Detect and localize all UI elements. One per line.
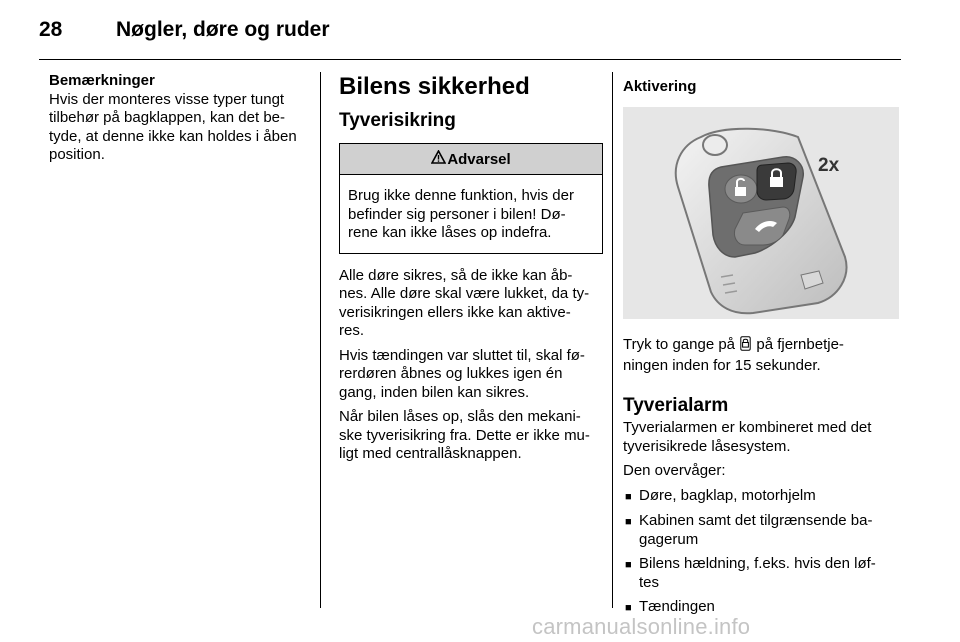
- alarm-heading: Tyverialarm: [623, 395, 729, 416]
- list-item-text: [639, 555, 876, 592]
- warning-header: [340, 144, 602, 175]
- header-rule: [39, 59, 901, 60]
- key-fob-drawing: [623, 107, 899, 319]
- list-item-line: Kabinen samt det tilgrænsende ba-: [639, 512, 873, 529]
- paragraph: [339, 347, 603, 403]
- paragraph-line: Alle døre sikres, så de ikke kan åb-: [339, 266, 573, 284]
- activation-heading: Aktivering: [623, 78, 697, 95]
- paragraph-line: rerdøren åbnes og lukkes igen én: [339, 365, 563, 382]
- warning-box: [339, 143, 603, 254]
- bullet-square-icon: ■: [625, 602, 632, 614]
- alarm-text: [623, 419, 905, 618]
- note-text: [49, 91, 311, 165]
- warning-triangle-icon: [431, 150, 446, 169]
- note-line: position.: [49, 146, 105, 163]
- paragraph-line: res.: [339, 322, 365, 339]
- activation-text-start: Tryk to gange på: [623, 336, 736, 353]
- list-item-line: tes: [639, 573, 660, 591]
- page-title: Nøgler, døre og ruder: [116, 18, 330, 41]
- list-item-line: gagerum: [639, 530, 699, 548]
- column-1: [49, 72, 311, 165]
- bullet-list: [623, 487, 905, 618]
- column-2: [339, 72, 603, 470]
- paragraph-line: Hvis tændingen var sluttet til, skal fø-: [339, 346, 585, 364]
- warning-line: Brug ikke denne funktion, hvis der: [348, 187, 574, 204]
- note-heading: Bemærkninger: [49, 72, 155, 89]
- activation-line-1: [623, 336, 905, 357]
- bullet-square-icon: ■: [625, 559, 632, 571]
- warning-line: befinder sig personer i bilen! Dø-: [348, 205, 566, 223]
- paragraph-line: gang, inden bilen kan sikres.: [339, 383, 530, 401]
- key-fob-illustration: [623, 107, 899, 319]
- activation-text-end: på fjernbetje-: [756, 336, 844, 353]
- alarm-intro-line: Tyverialarmen er kombineret med det: [623, 419, 872, 436]
- warning-text: [340, 175, 602, 253]
- list-item: [623, 487, 905, 507]
- watermark: carmanualsonline.info: [532, 614, 751, 639]
- column-divider-1: [320, 72, 321, 608]
- list-item: [623, 512, 905, 549]
- bullet-square-icon: ■: [625, 516, 632, 528]
- note-line: tyde, at denne ikke kan holdes i åben: [49, 127, 297, 145]
- column-divider-2: [612, 72, 613, 608]
- paragraph: [339, 408, 603, 464]
- page-number: 28: [39, 18, 63, 41]
- column-3: [623, 72, 905, 624]
- list-item-line: Døre, bagklap, motorhjelm: [639, 486, 816, 504]
- list-item-text: [639, 487, 816, 507]
- list-item-text: [639, 512, 872, 549]
- monitors-label: Den overvåger:: [623, 462, 726, 479]
- list-item-line: Tændingen: [639, 598, 715, 615]
- paragraph-line: verisikringen ellers ikke kan aktive-: [339, 303, 571, 321]
- alarm-intro-line: tyverisikrede låsesystem.: [623, 437, 791, 455]
- bullet-square-icon: ■: [625, 490, 632, 503]
- activation-text: [623, 336, 905, 375]
- warning-title: Advarsel: [447, 150, 511, 168]
- activation-line-2: ningen inden for 15 sekunder.: [623, 356, 821, 374]
- lock-icon: [740, 336, 751, 357]
- list-item: [623, 555, 905, 592]
- alarm-intro: [623, 419, 905, 456]
- body-text: [339, 267, 603, 464]
- paragraph-line: nes. Alle døre skal være lukket, da ty-: [339, 285, 590, 302]
- list-item-line: Bilens hældning, f.eks. hvis den løf-: [639, 555, 876, 572]
- figure-label-2x: 2x: [818, 155, 840, 176]
- paragraph-line: Når bilen låses op, slås den mekani-: [339, 408, 581, 425]
- paragraph-line: ligt med centrallåsknappen.: [339, 445, 522, 462]
- note-line: tilbehør på bagklappen, kan det be-: [49, 109, 285, 126]
- note-line: Hvis der monteres visse typer tungt: [49, 90, 285, 108]
- paragraph: [339, 267, 603, 341]
- warning-line: rene kan ikke låses op indefra.: [348, 224, 552, 241]
- section-heading: Bilens sikkerhed: [339, 73, 530, 100]
- paragraph-line: ske tyverisikring fra. Dette er ikke mu-: [339, 426, 590, 444]
- subsection-heading: Tyverisikring: [339, 110, 456, 131]
